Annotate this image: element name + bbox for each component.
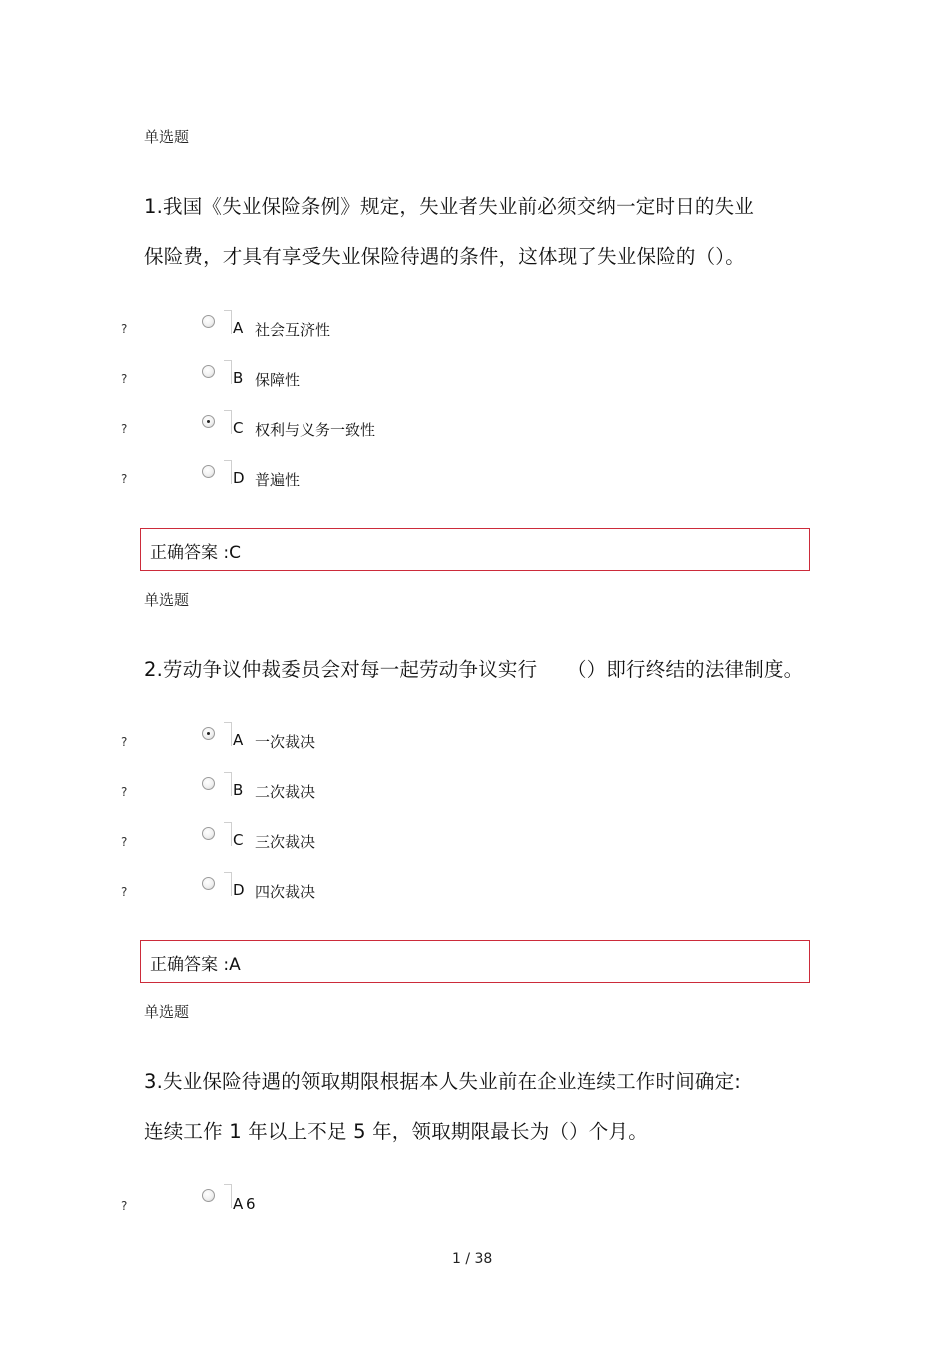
question-type-label: 单选题	[144, 1003, 190, 1021]
question-mark-glyph: ?	[121, 372, 128, 386]
option-text: 四次裁决	[255, 883, 316, 901]
radio-button[interactable]	[202, 315, 215, 328]
question-stem-line: 保险费，才具有享受失业保险待遇的条件，这体现了失业保险的（）。	[144, 245, 745, 268]
option-letter: C	[233, 831, 244, 849]
option-frame-left	[231, 410, 232, 434]
question-mark-glyph: ?	[121, 1199, 128, 1213]
option-text: 普遍性	[255, 471, 301, 489]
option-frame-left	[231, 722, 232, 746]
correct-answer-box	[140, 940, 810, 983]
question-mark-glyph: ?	[121, 885, 128, 899]
question-type-label: 单选题	[144, 128, 190, 146]
option-letter: C	[233, 419, 244, 437]
option-text: 权利与义务一致性	[255, 421, 376, 439]
radio-button[interactable]	[202, 1189, 215, 1202]
radio-button[interactable]	[202, 777, 215, 790]
option-text: 保障性	[255, 371, 301, 389]
option-letter: D	[233, 881, 245, 899]
question-stem-line: 连续工作 1 年以上不足 5 年，领取期限最长为（）个月。	[144, 1120, 648, 1143]
radio-button[interactable]	[202, 877, 215, 890]
option-frame-left	[231, 360, 232, 384]
question-stem-line: 2.劳动争议仲裁委员会对每一起劳动争议实行 （）即行终结的法律制度。	[144, 658, 804, 681]
page-indicator: 1 / 38	[452, 1251, 493, 1267]
option-letter: A	[233, 319, 244, 337]
question-mark-glyph: ?	[121, 735, 128, 749]
radio-button-selected[interactable]	[202, 415, 215, 428]
option-frame-left	[231, 460, 232, 484]
option-frame-left	[231, 772, 232, 796]
question-mark-glyph: ?	[121, 422, 128, 436]
option-letter: B	[233, 781, 244, 799]
question-type-label: 单选题	[144, 591, 190, 609]
option-text: 二次裁决	[255, 783, 316, 801]
radio-button-selected[interactable]	[202, 727, 215, 740]
correct-answer-box	[140, 528, 810, 571]
option-frame-left	[231, 310, 232, 334]
option-letter: A	[233, 1195, 244, 1213]
correct-answer-text: 正确答案 :C	[150, 543, 242, 563]
question-mark-glyph: ?	[121, 472, 128, 486]
radio-button[interactable]	[202, 365, 215, 378]
radio-button[interactable]	[202, 465, 215, 478]
question-mark-glyph: ?	[121, 835, 128, 849]
option-text: 三次裁决	[255, 833, 316, 851]
option-text: 社会互济性	[255, 321, 331, 339]
option-frame-left	[231, 822, 232, 846]
question-stem-line: 1.我国《失业保险条例》规定，失业者失业前必须交纳一定时日的失业	[144, 195, 755, 218]
option-letter: A	[233, 731, 244, 749]
option-frame-left	[231, 1184, 232, 1208]
question-stem-line: 3.失业保险待遇的领取期限根据本人失业前在企业连续工作时间确定:	[144, 1070, 742, 1093]
radio-button[interactable]	[202, 827, 215, 840]
option-letter: D	[233, 469, 245, 487]
question-mark-glyph: ?	[121, 322, 128, 336]
option-text: 6	[246, 1195, 256, 1213]
correct-answer-text: 正确答案 :A	[150, 955, 241, 975]
question-mark-glyph: ?	[121, 785, 128, 799]
option-text: 一次裁决	[255, 733, 316, 751]
option-letter: B	[233, 369, 244, 387]
option-frame-left	[231, 872, 232, 896]
